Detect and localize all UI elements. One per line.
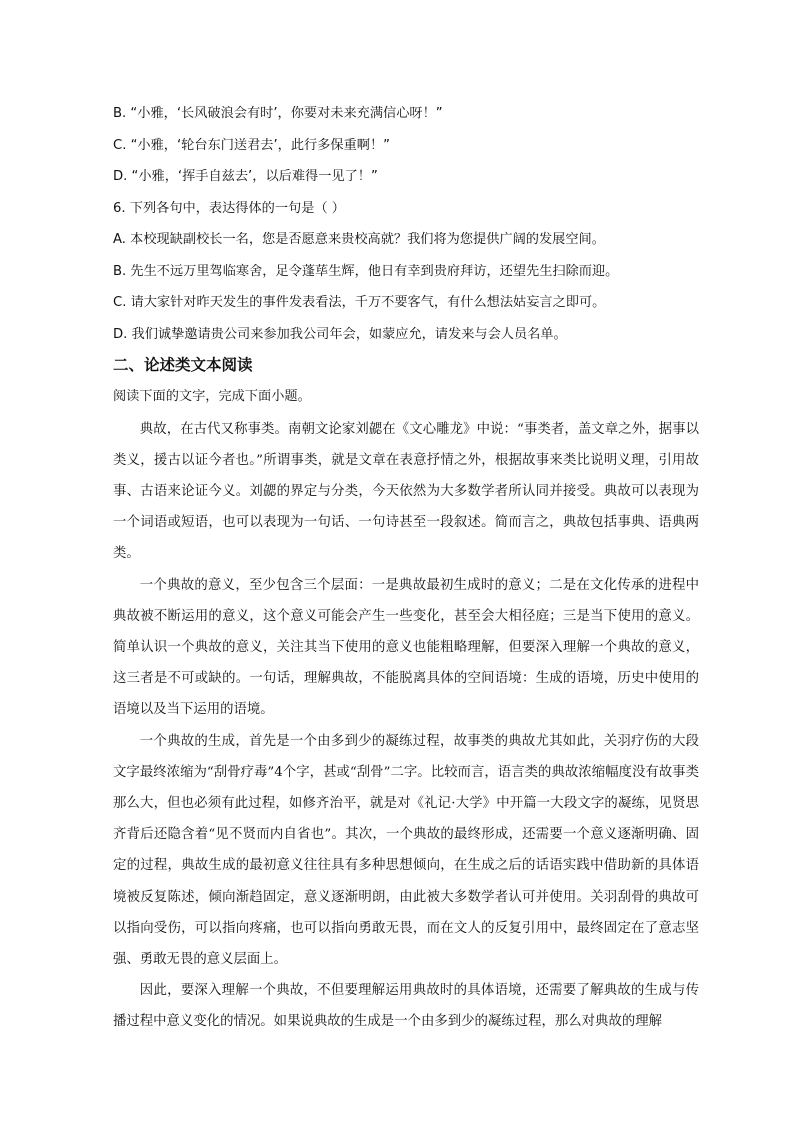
question-6-option-c: C. 请大家针对昨天发生的事件发表看法，千万不要客气，有什么想法姑妄言之即可。 bbox=[113, 295, 606, 310]
article-paragraph-4: 因此，要深入理解一个典故，不但要理解运用典故时的具体语境，还需要了解典故的生成与传播过程中意义变化的情况。如果说典故的生成是一个由多到少的凝练过程，那么对典故的理解 bbox=[113, 983, 699, 1030]
option-d: D. “小雅，‘挥手自兹去’，以后难得一见了！” bbox=[113, 169, 378, 184]
section-instruction: 阅读下面的文字，完成下面小题。 bbox=[113, 389, 311, 404]
question-6-stem: 6. 下列各句中，表达得体的一句是（ ） bbox=[113, 200, 345, 216]
option-c: C. “小雅，‘轮台东门送君去’，此行多保重啊！” bbox=[113, 137, 391, 153]
page-content bbox=[113, 98, 699, 1038]
question-6-option-a: A. 本校现缺副校长一名，您是否愿意来贵校高就？我们将为您提供广阔的发展空间。 bbox=[113, 232, 605, 247]
question-6-option-b: B. 先生不远万里驾临寒舍，足令蓬荜生辉，他日有幸到贵府拜访，还望先生扫除而迎。 bbox=[113, 263, 619, 279]
article-body bbox=[113, 414, 699, 1038]
article-paragraph-3: 一个典故的生成，首先是一个由多到少的凝练过程，故事类的典故尤其如此，关羽疗伤的大段文字最终浓缩为“刮骨疗毒”4个字，甚或“刮骨”二字。比较而言，语言类的典故浓缩幅度没有故事类那么大，但也必须有此过程，如修齐治平，就是对《礼记·大学》中开篇一大段文字的凝练，见贤思齐背后还隐含着“见不贤而内自省也”。其次，一个典故的最终形成，还需要一个意义逐渐明确、固定的过程，典故生成的最初意义往往具有多种思想倾向，在生成之后的话语实践中借助新的具体语境被反复陈述，倾向渐趋固定，意义逐渐明朗，由此被大多数学者认可并使用。关羽刮骨的典故可以指向受伤，可以指向疼痛，也可以指向勇敢无畏，而在文人的反复引用中，最终固定在了意志坚强、勇敢无畏的意义层面上。 bbox=[113, 733, 699, 967]
article-paragraph-2: 一个典故的意义，至少包含三个层面：一是典故最初生成时的意义；二是在文化传承的进程中典故被不断运用的意义，这个意义可能会产生一些变化，甚至会大相径庭；三是当下使用的意义。简单认识一个典故的意义，关注其当下使用的意义也能粗略理解，但要深入理解一个典故的意义，这三者是不可或缺的。一句话，理解典故，不能脱离具体的空间语境：生成的语境，历史中使用的语境以及当下运用的语境。 bbox=[113, 577, 699, 718]
section-title: 二、论述类文本阅读 bbox=[113, 356, 253, 374]
article-paragraph-1: 典故，在古代又称事类。南朝文论家刘勰在《文心雕龙》中说：“事类者，盖文章之外，据事以类义，援古以证今者也。”所谓事类，就是文章在表意抒情之外，根据故事来类比说明义理，引用故事、古语来论证今义。刘勰的界定与分类，今天依然为大多数学者所认同并接受。典故可以表现为一个词语或短语，也可以表现为一句话、一句诗甚至一段叙述。简而言之，典故包括事典、语典两类。 bbox=[113, 421, 699, 562]
option-b: B. “小雅，‘长风破浪会有时’，你要对未来充满信心呀！” bbox=[113, 106, 443, 121]
question-6-option-d: D. 我们诚挚邀请贵公司来参加我公司年会，如蒙应允，请发来与会人员名单。 bbox=[113, 326, 567, 342]
